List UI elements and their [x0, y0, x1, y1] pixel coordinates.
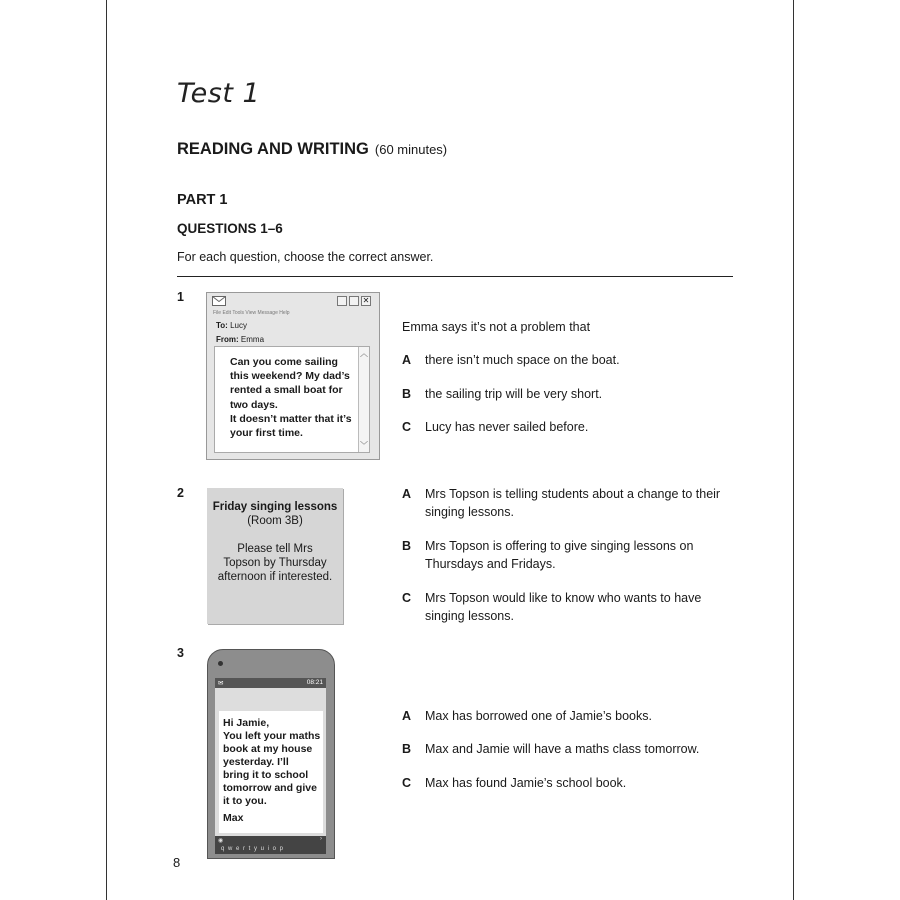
question-number-2: 2: [177, 486, 184, 500]
chevron-up-icon: ︿: [360, 349, 368, 358]
section-heading: [177, 140, 447, 159]
keyboard: [215, 836, 326, 854]
instruction: For each question, choose the correct answer.: [177, 250, 434, 264]
option-1c: C Lucy has never sailed before.: [402, 420, 589, 434]
option-2c: C Mrs Topson would like to know who wants to have singing lessons.: [402, 591, 702, 623]
option-1a: A there isn’t much space on the boat.: [402, 353, 620, 367]
send-icon: ›: [320, 836, 322, 842]
phone-screen: [215, 678, 326, 854]
question-number-3: 3: [177, 646, 184, 660]
camera-icon: [218, 661, 223, 666]
phone: [207, 649, 335, 859]
part-title: PART 1: [177, 192, 228, 208]
scrollbar: [358, 347, 369, 452]
questions-title: QUESTIONS 1–6: [177, 221, 283, 236]
email-body: [214, 346, 370, 453]
maximize-icon: [349, 296, 359, 306]
email-message: Can you come sailing this weekend? My dad’s rented a small boat for two days. It doesn’t matter that it’s your first time.: [230, 356, 352, 440]
close-icon: ✕: [362, 296, 370, 305]
option-3b: B Max and Jamie will have a maths class tomorrow.: [402, 742, 700, 756]
page-number: 8: [173, 855, 181, 870]
test-title: Test 1: [177, 78, 261, 109]
status-time: 08:21: [306, 679, 323, 686]
envelope-icon: [212, 296, 226, 306]
section-title: READING AND WRITING: [177, 140, 369, 158]
section-time: (60 minutes): [374, 142, 448, 157]
question-number-1: 1: [177, 290, 184, 304]
email-from: From: Emma: [216, 335, 265, 344]
option-3c: C Max has found Jamie’s school book.: [402, 776, 627, 790]
menu-bar: File Edit Tools View Message Help: [213, 310, 290, 316]
divider: [177, 276, 733, 277]
option-1b: B the sailing trip will be very short.: [402, 387, 603, 401]
text-message: Hi Jamie, You left your maths book at my house yesterday. I’ll bring it to school tomorrow and give it to you. Max: [223, 717, 321, 824]
keyboard-keys: q w e r t y u i o p: [221, 846, 285, 852]
camera-small-icon: ◉: [218, 838, 224, 844]
option-3a: A Max has borrowed one of Jamie’s books.: [402, 709, 652, 723]
email-window: [206, 292, 380, 460]
question-1-stem: Emma says it’s not a problem that: [402, 320, 591, 334]
note-text: Friday singing lessons (Room 3B) Please tell Mrs Topson by Thursday afternoon if interested.: [212, 501, 338, 583]
status-bar: [215, 678, 326, 688]
option-2b: B Mrs Topson is offering to give singing lessons on Thursdays and Fridays.: [402, 539, 694, 571]
email-to: To: Lucy: [216, 321, 247, 330]
sticky-note: [207, 488, 343, 624]
option-2a: A Mrs Topson is telling students about a change to their singing lessons.: [402, 487, 721, 519]
message-area: [219, 711, 323, 833]
chevron-down-icon: ﹀: [360, 441, 368, 450]
mail-icon: ✉: [218, 680, 224, 687]
minimize-icon: [337, 296, 347, 306]
